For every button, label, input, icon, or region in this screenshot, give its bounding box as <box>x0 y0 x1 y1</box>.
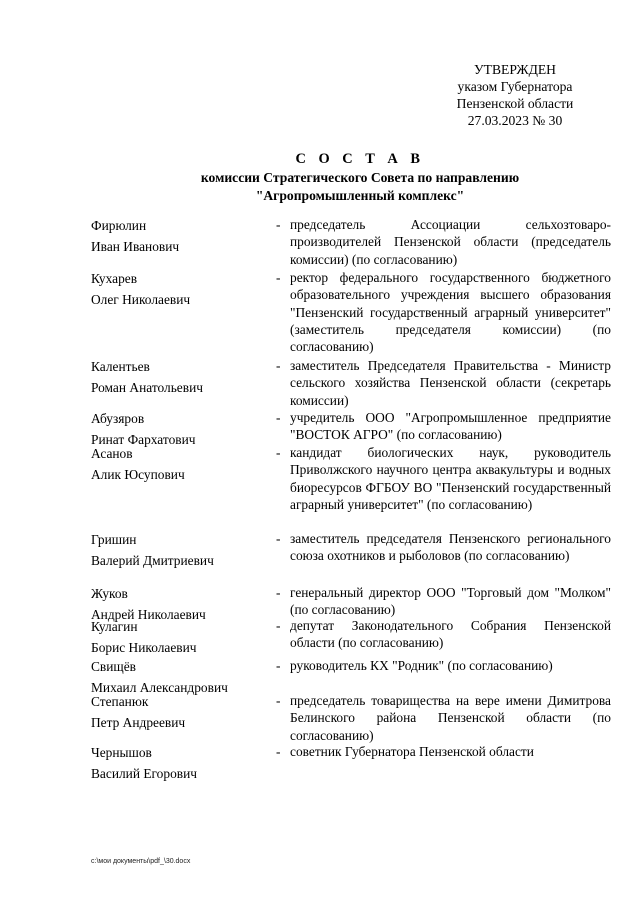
member-given-name: Валерий Дмитриевич <box>91 552 214 568</box>
approval-line-4: 27.03.2023 № 30 <box>467 113 563 128</box>
member-surname: Степанюк <box>91 694 149 709</box>
member-dash: - <box>276 217 281 232</box>
member-dash: - <box>276 358 281 373</box>
member-given-name: Петр Андреевич <box>91 714 186 730</box>
approval-line-1: УТВЕРЖДЕН <box>474 62 556 77</box>
member-surname: Абузяров <box>91 411 145 426</box>
heading-line-3: "Агропромышленный комплекс" <box>255 188 465 203</box>
member-dash: - <box>276 658 281 673</box>
approval-line-3: Пензенской области <box>456 96 574 111</box>
member-role: руководитель КХ "Родник" (по согласованию) <box>290 658 553 673</box>
member-surname: Асанов <box>91 446 133 461</box>
member-name <box>91 743 266 784</box>
member-dash: - <box>276 585 281 600</box>
member-name <box>91 692 266 733</box>
member-given-name: Михаил Александрович <box>91 679 228 695</box>
member-role: генеральный директор ООО "Торговый дом "Молком" (по согласованию) <box>290 585 611 618</box>
member-role: заместитель Председателя Правительства - Министр сельского хозяйства Пензенской области (секретарь комиссии) <box>290 358 611 408</box>
member-role: учредитель ООО "Агропромышленное предприятие "ВОСТОК АГРО" (по согласованию) <box>290 410 611 443</box>
member-role: председатель Ассоциации сельхозтоваропроизводителей Пензенской области (председатель комиссии) (по согласованию) <box>290 217 611 267</box>
member-name <box>91 617 266 658</box>
member-surname: Кухарев <box>91 271 138 286</box>
member-given-name: Иван Иванович <box>91 238 180 254</box>
member-name <box>91 444 266 485</box>
document-heading <box>150 150 570 205</box>
member-given-name: Ринат Фархатович <box>91 431 196 447</box>
member-dash: - <box>276 410 281 425</box>
member-given-name: Борис Николаевич <box>91 639 197 655</box>
member-given-name: Олег Николаевич <box>91 291 191 307</box>
approval-stamp <box>420 61 610 129</box>
member-role: кандидат биологических наук, руководитель Приволжского научного центра аквакультуры и водных биоресурсов ФГБОУ ВО "Пензенский государственный аграрный университет" (по согласованию) <box>290 445 611 512</box>
heading-line-2: комиссии Стратегического Совета по направлению <box>200 170 520 185</box>
approval-line-2: указом Губернатора <box>457 79 573 94</box>
member-role: председатель товарищества на вере имени Димитрова Белинского района Пензенской области (по согласованию) <box>290 693 611 743</box>
member-name <box>91 216 266 257</box>
member-role: депутат Законодательного Собрания Пензенской области (по согласованию) <box>290 618 611 651</box>
member-given-name: Андрей Николаевич <box>91 606 206 622</box>
member-surname: Кулагин <box>91 619 138 634</box>
member-surname: Жуков <box>91 586 128 601</box>
member-surname: Калентьев <box>91 359 150 374</box>
member-given-name: Василий Егорович <box>91 765 197 781</box>
member-name <box>91 530 266 571</box>
member-dash: - <box>276 693 281 708</box>
member-dash: - <box>276 270 281 285</box>
member-surname: Чернышов <box>91 745 152 760</box>
member-surname: Гришин <box>91 532 137 547</box>
member-surname: Свищёв <box>91 659 136 674</box>
heading-title: С О С Т А В <box>295 151 425 167</box>
member-dash: - <box>276 531 281 546</box>
member-role: заместитель председателя Пензенского регионального союза охотников и рыболовов (по согласованию) <box>290 531 611 564</box>
file-path-footer: c:\мои документы\pdf_\30.docx <box>91 858 191 865</box>
member-dash: - <box>276 618 281 633</box>
member-surname: Фирюлин <box>91 218 147 233</box>
member-dash: - <box>276 744 281 759</box>
member-dash: - <box>276 445 281 460</box>
member-role: советник Губернатора Пензенской области <box>290 744 534 759</box>
member-given-name: Роман Анатольевич <box>91 379 203 395</box>
member-role: ректор федерального государственного бюджетного образовательного учреждения высшего образования "Пензенский государственный аграрный университет" (заместитель председателя комиссии) (по согласованию) <box>290 270 611 355</box>
member-name <box>91 269 266 310</box>
member-given-name: Алик Юсупович <box>91 466 185 482</box>
member-name <box>91 357 266 398</box>
